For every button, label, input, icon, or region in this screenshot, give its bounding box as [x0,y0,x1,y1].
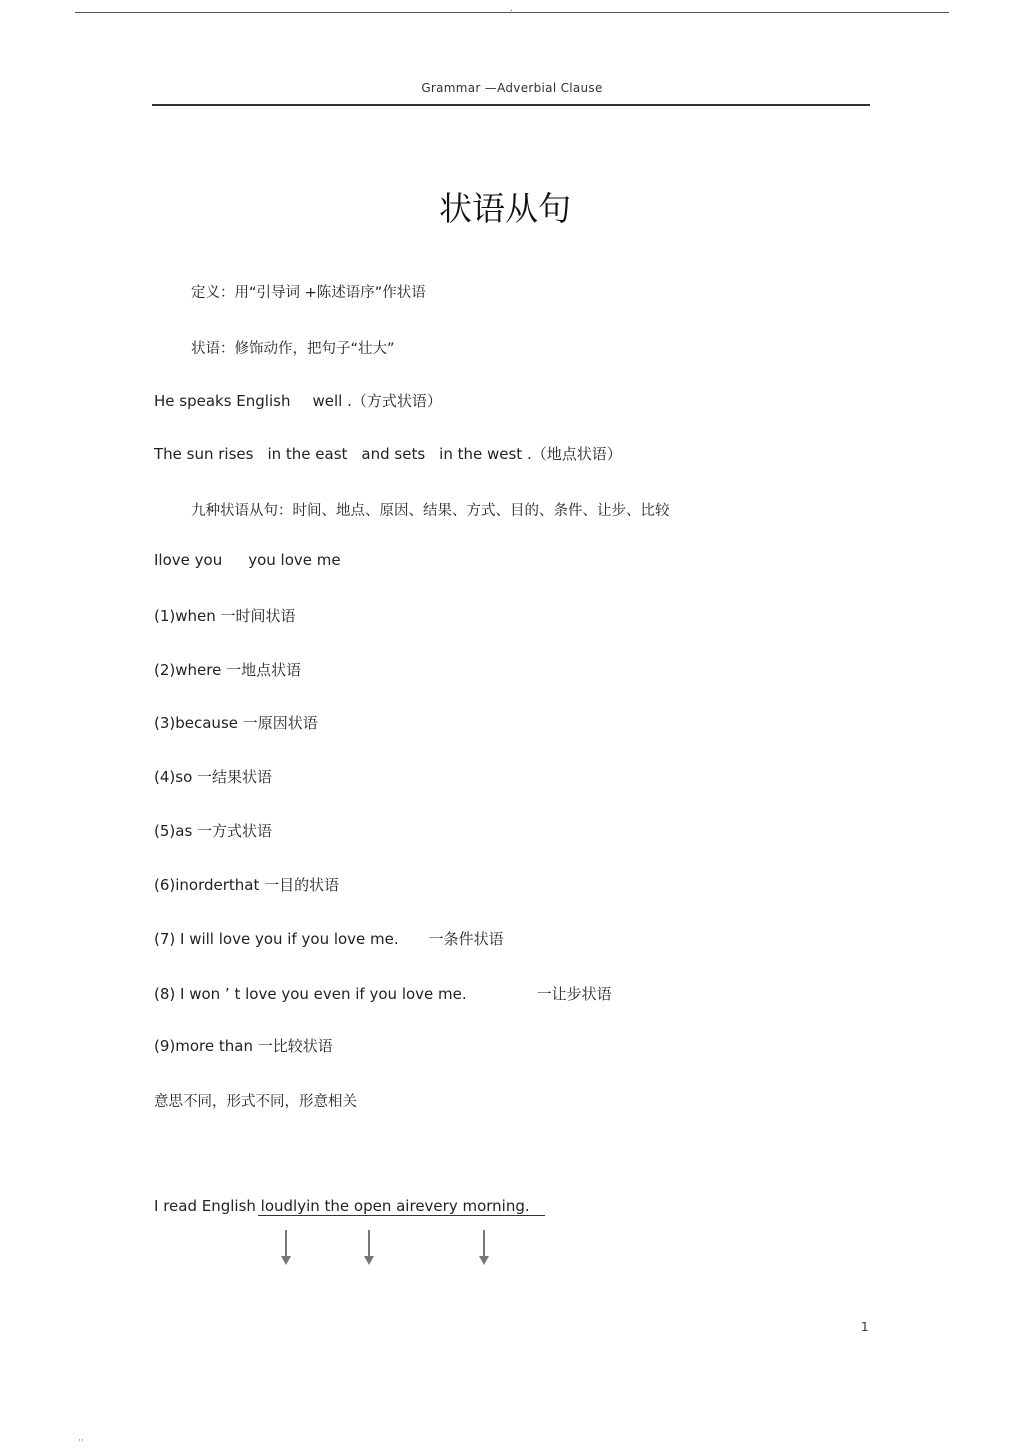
nine-types-line: 九种状语从句：时间、地点、原因、结果、方式、目的、条件、让步、比较 [191,503,670,519]
example-1-part-a: He speaks English [154,392,291,410]
down-arrow-icon [363,1230,375,1266]
example-2 [154,443,622,464]
love-part-a: Ilove you [154,551,223,569]
list-item-as: (5)as 一方式状语 [154,822,273,840]
example-2-part-b: in the east [267,445,348,463]
meaning-line: 意思不同，形式不同，形意相关 [154,1094,357,1110]
bottom-mark: ·· [78,1436,84,1446]
list-item-if-label: 一条件状语 [428,930,504,948]
love-line [154,551,341,569]
list-item-more-than: (9)more than 一比较状语 [154,1037,333,1055]
example-sentence: I read English loudlyin the open airevery morning. [154,1197,530,1215]
example-2-part-c: and sets [361,445,426,463]
example-1 [154,390,442,411]
page-number: 1 [861,1320,869,1334]
list-item-if [154,928,504,949]
example-1-part-b: well .（方式状语） [312,392,442,410]
down-arrow-icon [280,1230,292,1266]
example-2-part-a: The sun rises [154,445,254,463]
love-part-b: you love me [248,551,341,569]
list-item-when: (1)when 一时间状语 [154,607,296,625]
list-item-even-if-sentence: (8) I won ’ t love you even if you love me. [154,985,467,1003]
adverbial-line: 状语：修饰动作，把句子“壮大” [191,341,395,357]
down-arrow-icon [478,1230,490,1266]
definition-line: 定义：用“引导词 +陈述语序”作状语 [191,285,426,301]
list-item-because: (3)because 一原因状语 [154,714,318,732]
list-item-inorderthat: (6)inorderthat 一目的状语 [154,876,340,894]
page-header: Grammar —Adverbial Clause [421,81,603,95]
example-underline [258,1215,545,1216]
example-2-part-d: in the west .（地点状语） [439,445,622,463]
list-item-if-sentence: (7) I will love you if you love me. [154,930,399,948]
list-item-even-if [154,983,612,1004]
page-title: 状语从句 [439,189,571,228]
header-rule [152,104,870,106]
list-item-where: (2)where 一地点状语 [154,661,302,679]
list-item-even-if-label: 一让步状语 [536,985,612,1003]
top-mark: . [510,4,513,14]
list-item-so: (4)so 一结果状语 [154,768,273,786]
